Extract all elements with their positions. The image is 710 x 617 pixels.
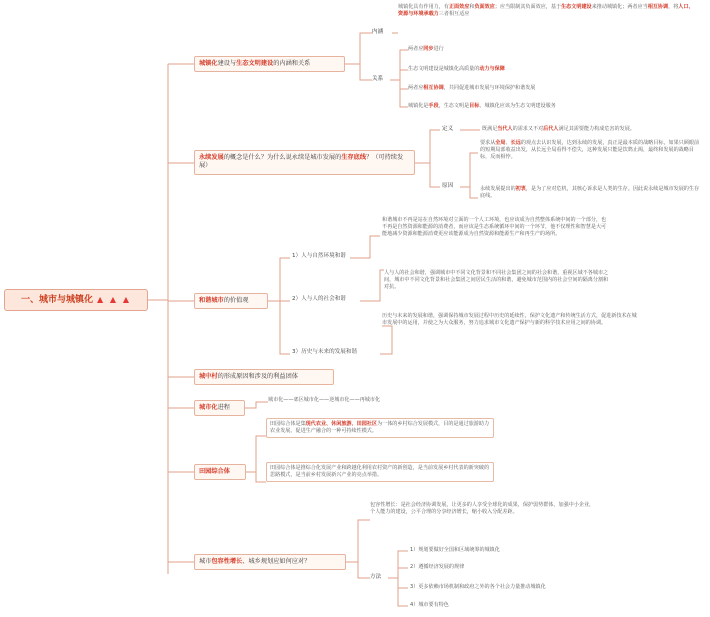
- leaf-text: 来推动城镇化；两者应当: [591, 4, 648, 10]
- leaf-text: 的需求又不对: [512, 126, 544, 132]
- leaf-keyword: 动力与保障: [479, 66, 505, 72]
- topic-text: 建设与: [217, 60, 237, 67]
- leaf-guanxi-2[interactable]: [408, 66, 505, 73]
- topic-sustainable-development[interactable]: [194, 150, 415, 175]
- leaf-method-3[interactable]: 3）更多依赖市场机制和政府之外的各个社会力量推动城镇化: [410, 584, 546, 590]
- leaf-text: 城镇化具有作用力，有: [398, 4, 449, 10]
- leaf-text: ，是为了应对危机，其核心诉求是人类的生存。因此说永续是城市发展的生存底线。: [480, 186, 700, 199]
- topic-pastoral-complex[interactable]: [194, 464, 246, 480]
- leaf-text: 和: [469, 4, 475, 10]
- topic-harmonious-city[interactable]: [194, 293, 268, 309]
- label-yuanyin[interactable]: 原因: [442, 183, 454, 189]
- topic-keyword: 生存底线: [341, 154, 367, 161]
- leaf-keyword: 全局: [495, 140, 506, 146]
- leaf-keyword: 同步: [423, 46, 434, 52]
- leaf-guanxi-3[interactable]: [408, 85, 535, 92]
- leaf-text: 既满足: [482, 126, 498, 132]
- sub-harmony-history[interactable]: 3）历史与未来的发展和谐: [292, 349, 358, 355]
- leaf-text: ；应当限制其负面效应，基于: [494, 4, 562, 10]
- leaf-text: ，共同促进城市发展与环境保护和谐发展: [443, 85, 536, 91]
- leaf-keyword: 目标: [469, 103, 480, 109]
- root-topic[interactable]: [4, 289, 148, 311]
- topic-text: 城市: [199, 558, 212, 565]
- topic-text: 的形成原因和涉及的利益团体: [217, 373, 298, 380]
- topic-keyword: 田园综合体: [199, 468, 230, 475]
- leaf-harmony-society[interactable]: 人与人的社会和谐，强调城市中不同文化背景和不同社会集团之间的社会和谐，重视区域不各城市之间，城市中不同文化背景和社会集团之间居民生活的和谐，避免城市范围内的社会空间的隔离分割和对抗。: [384, 270, 609, 290]
- topic-urbanization-ecology[interactable]: [194, 56, 345, 72]
- leaf-text: 要求从: [480, 140, 496, 146]
- leaf-dingyi[interactable]: [482, 126, 635, 133]
- leaf-text: 城镇化是: [408, 103, 429, 109]
- leaf-yuanyin-2[interactable]: [480, 186, 700, 200]
- leaf-pastoral-1[interactable]: [266, 418, 494, 438]
- label-neihan[interactable]: 内涵: [372, 29, 384, 35]
- label-guanxi[interactable]: 关系: [372, 76, 384, 82]
- topic-text: 的价值观: [223, 297, 249, 304]
- leaf-pastoral-2[interactable]: 田园综合体是推综合化发展产业和跨越化利用农村资产的新创造，是当前发展乡村代表的新突破的思路模式，是当前乡村发展新兴产业的亮点举措。: [266, 462, 494, 482]
- leaf-method-1[interactable]: 1）规划要做好全国和区域统筹的城镇化: [410, 547, 500, 553]
- leaf-yuanyin-1[interactable]: [480, 140, 700, 161]
- topic-keyword: 生态文明建设: [236, 60, 274, 67]
- leaf-keyword: 人口、资源与环境承载力: [398, 4, 694, 17]
- leaf-keyword: 手段: [428, 103, 439, 109]
- topic-keyword: 包容性增长: [211, 558, 243, 565]
- topic-keyword: 城中村: [199, 373, 218, 380]
- leaf-harmony-nature[interactable]: 和谐城市不再是站在自然环境对立面的一个人工环境，也应该成为自然整体系统中间的一个部分，也不再是自然资源和能源的消费者，而应该是生态系统循环中间的一个环节，他不仅理性和智慧是大可能地减少资源和能源消费更应该能源成为自然资源和能源生产和再生产的场所。: [382, 217, 607, 237]
- leaf-neihan[interactable]: [398, 4, 696, 18]
- leaf-guanxi-4[interactable]: [408, 103, 556, 110]
- leaf-harmony-history[interactable]: 历史与未来的发展和谐，强调保持城市发展过程中历史的延续性，保护文化遗产和传统生活方式，促进新技术在城市发展中的运用，并使之为大众服务，努力追求城市文化遗产保护与新的科学技术应用之间的协调。: [382, 313, 637, 326]
- leaf-text: 永续发展提出的: [480, 186, 516, 192]
- leaf-text: 进行: [433, 46, 444, 52]
- leaf-guanxi-1[interactable]: [408, 46, 444, 53]
- leaf-text: ，生态文明是: [438, 103, 470, 109]
- leaf-keyword: 生态文明建设: [561, 4, 592, 10]
- topic-keyword: 和谐城市: [199, 297, 224, 304]
- sub-harmony-nature[interactable]: 1）人与自然环境和谐: [292, 253, 346, 259]
- leaf-keyword: 相互协调: [647, 4, 669, 10]
- sub-harmony-society[interactable]: 2）人与人的社会和谐: [292, 296, 346, 302]
- topic-inclusive-growth[interactable]: [194, 554, 346, 570]
- leaf-text: 三者相互适应: [438, 10, 470, 17]
- leaf-urbanization-flow[interactable]: 城市化——郊区城市化——逆城市化——再城市化: [268, 397, 381, 403]
- leaf-keyword: 负面效应: [474, 4, 495, 10]
- leaf-text: 为一体的乡村综合发展模式，目的是通过旅游助力农业发展、促进生产融合的一种可持续性模式。: [270, 421, 490, 434]
- leaf-text: 两者应: [408, 46, 424, 52]
- leaf-keyword: 初衷: [515, 186, 526, 192]
- leaf-inclusive-growth[interactable]: 包容性增长：是社会经济协调发展，让更多的人享受全球化的成果，保护弱势群体，加强中小企业，个人能力的建设，公平合理的分享经济增长，缩小收入分配差距。: [370, 502, 595, 515]
- topic-keyword: 永续发展: [199, 154, 224, 161]
- leaf-text: 的观点去认识发展，达到永续的发展，真正是最本质的战略目标，如果只顾眼前的短期局部收益出发，从长远全局看得不偿失，这种发展只能是饮鸩止渴，最终和发展的战略目标，反而相悖。: [480, 140, 700, 160]
- leaf-keyword: 当代人: [497, 126, 513, 132]
- topic-keyword: 城镇化: [199, 60, 218, 67]
- leaf-keyword: 现代农业、休闲旅游、田园社区: [305, 421, 377, 427]
- leaf-text: ，将: [668, 4, 679, 10]
- root-title: 一、城市与城镇化: [20, 294, 93, 305]
- topic-urbanization-process[interactable]: [194, 400, 245, 416]
- leaf-text: 满足其需要能力构成危害的发展。: [558, 126, 635, 132]
- leaf-keyword: 正面效应: [448, 4, 470, 10]
- topic-text: 的概念是什么？为什么说永续是城市发展的: [223, 154, 342, 161]
- topic-text: 进程: [217, 404, 230, 411]
- leaf-text: ，城镇化应该为生态文明建设服务: [479, 103, 556, 109]
- leaf-text: 、: [505, 140, 511, 146]
- leaf-keyword: 长远: [510, 140, 521, 146]
- priority-markers: ▲ ▲ ▲: [96, 294, 132, 304]
- label-methods[interactable]: 方法: [370, 574, 382, 580]
- leaf-text: 生态文明建设是城镇化高质量的: [408, 66, 480, 72]
- leaf-method-2[interactable]: 2）遵循经济发展的规律: [410, 564, 465, 570]
- topic-text: ？（可持续发展）: [199, 154, 404, 170]
- topic-keyword: 城市化: [199, 404, 218, 411]
- leaf-method-4[interactable]: 4）城市要有特色: [410, 602, 449, 608]
- topic-text: 的内涵和关系: [273, 60, 311, 67]
- label-dingyi[interactable]: 定义: [442, 126, 454, 132]
- topic-urban-village[interactable]: [194, 369, 334, 385]
- topic-text: 、城乡规划应如何应对？: [242, 558, 311, 565]
- leaf-text: 田园综合体是集: [270, 421, 306, 427]
- leaf-text: 两者应: [408, 85, 424, 91]
- leaf-keyword: 后代人: [543, 126, 559, 132]
- leaf-keyword: 相互协调: [423, 85, 444, 91]
